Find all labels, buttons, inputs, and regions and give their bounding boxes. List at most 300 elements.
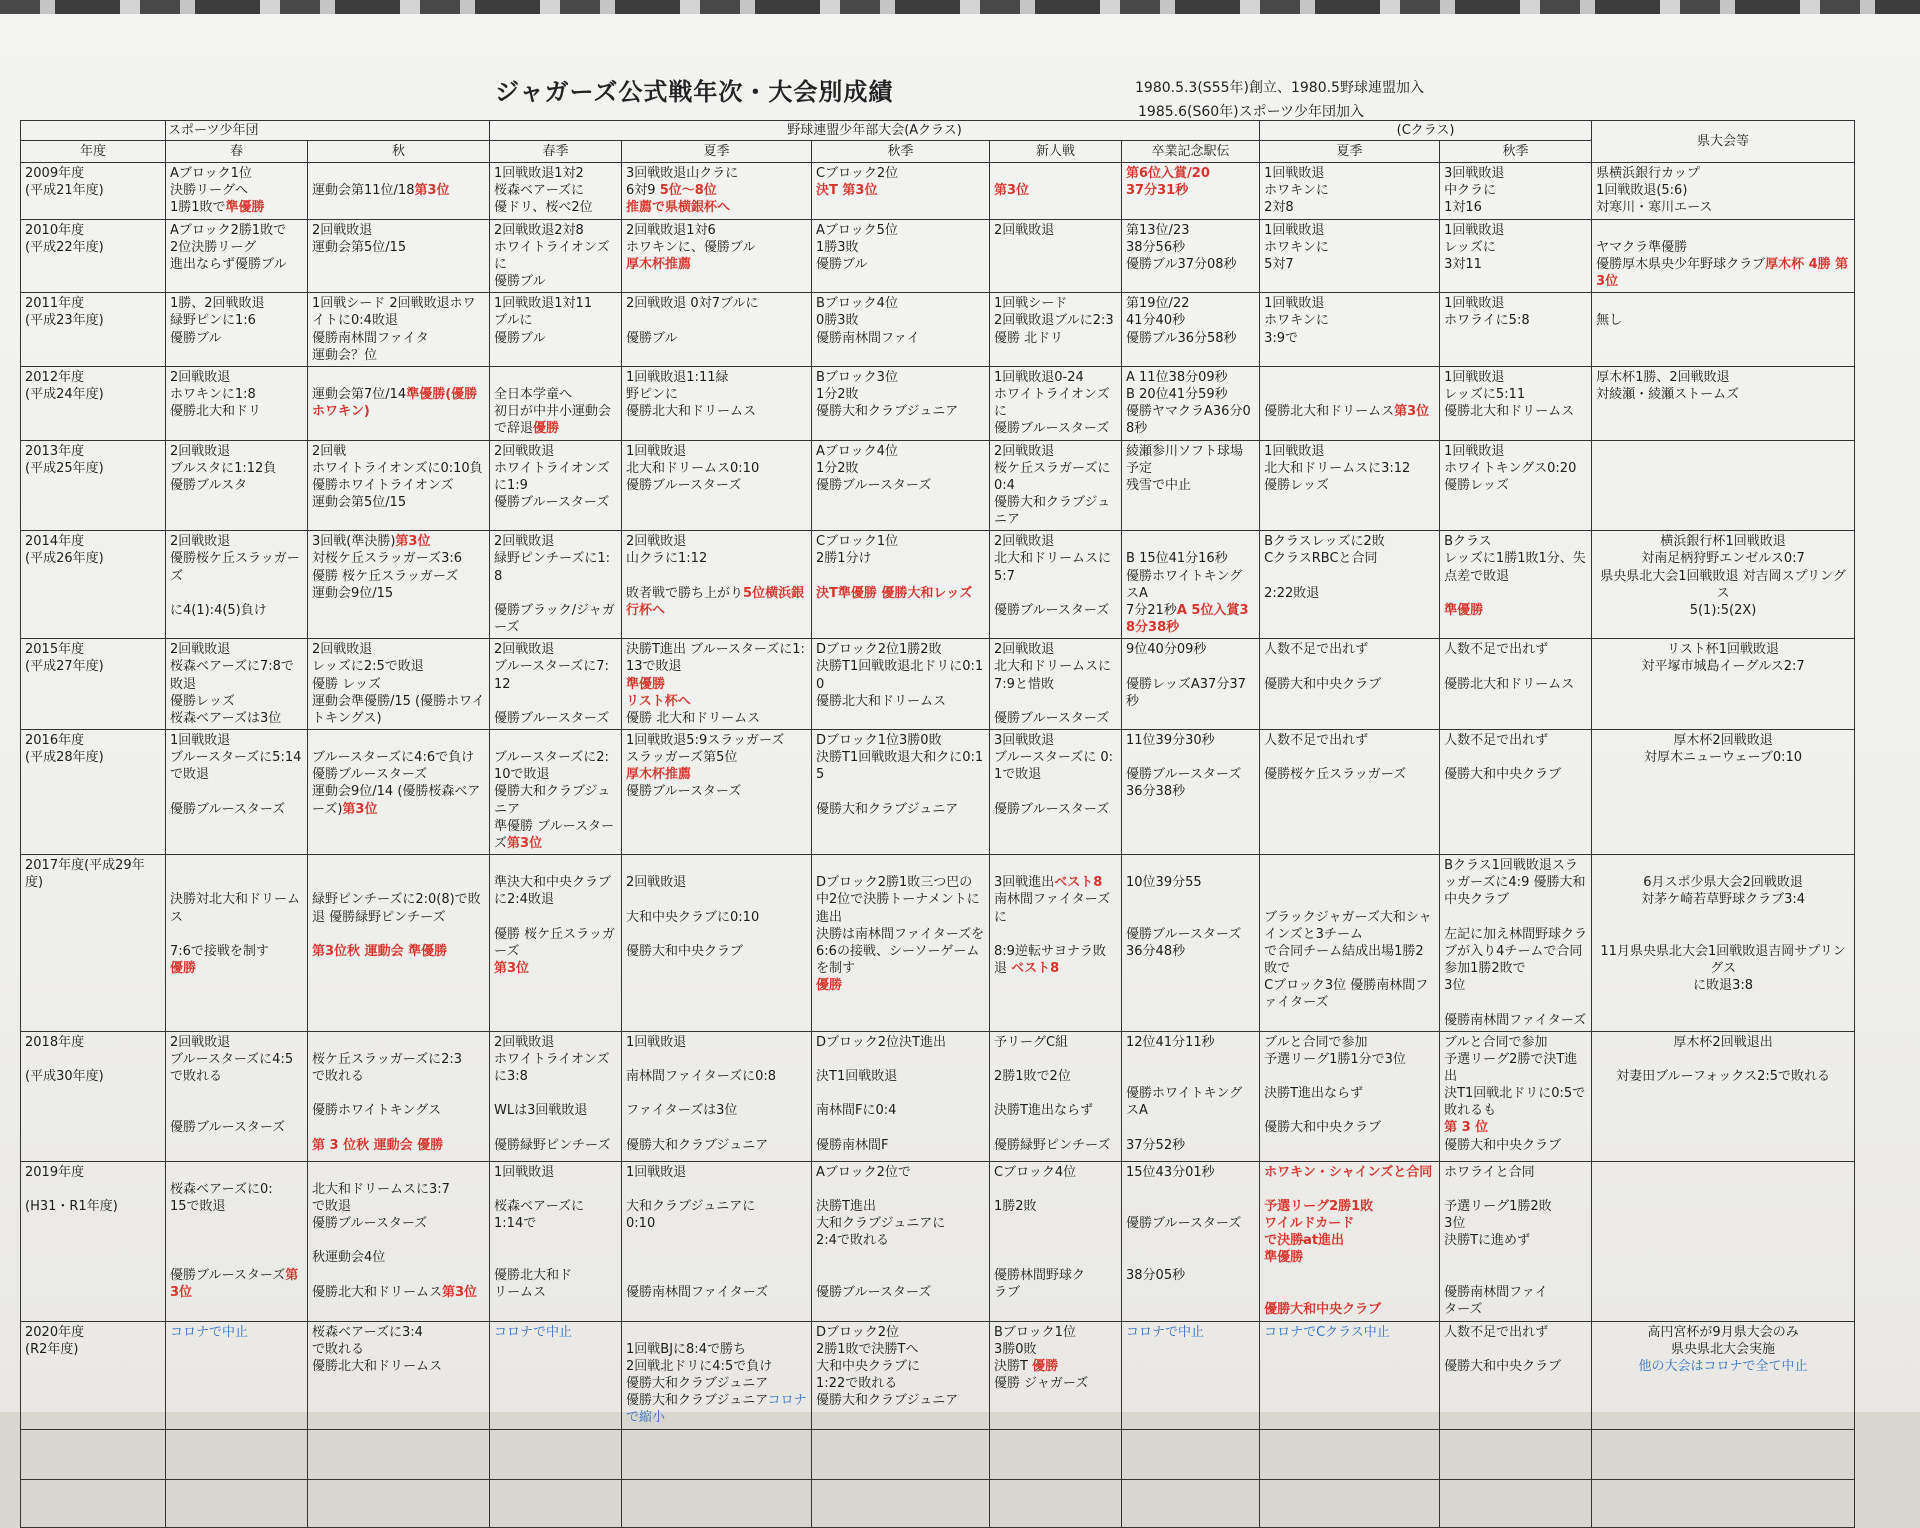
highlight-text: 第3位 (414, 183, 450, 199)
result-cell (166, 366, 308, 440)
result-cell (490, 440, 622, 531)
result-text: 2回戦敗退 ホワキンに1:8 優勝北大和ドリ (170, 369, 262, 420)
empty-cell (1122, 1479, 1260, 1527)
result-text: Bクラス1回戦敗退スラッガーズに4:9 優勝大和中央クラブ 左記に加え林間野球クラブが入り4チームで合同参加1勝2敗で 3位 優勝南林間ファイターズ (1444, 858, 1588, 1028)
covid-note: コロナで中止 (1126, 1324, 1205, 1340)
result-text: ヤマクラ準優勝 優勝厚木県央少年野球クラブ (1596, 239, 1766, 272)
result-text: 桜森ベアーズに0: 15で敗退 優勝ブルースターズ (170, 1181, 286, 1283)
result-text: 運動会第7位/14 (312, 387, 407, 403)
highlight-text: A 5位入賞38分38秒 (1126, 602, 1249, 636)
result-cell (1122, 293, 1260, 367)
highlight-text: 決T 第3位 (816, 183, 878, 199)
highlight-text: 優勝 (170, 961, 197, 977)
results-table (20, 120, 1855, 1528)
result-text: 1回戦敗退1:11緑 野ピンに 優勝北大和ドリームス (626, 369, 757, 420)
result-text: 2回戦 ホワイトライオンズに0:10負 優勝ホワイトライオンズ 運動会第5位/15 (312, 443, 483, 510)
header-c-shuki: 秋季 (1440, 141, 1592, 163)
year-cell: 2012年度 (平成24年度) (21, 366, 166, 440)
highlight-text: 準優勝(優勝ホワキン) (312, 387, 478, 420)
result-text: 綾瀬参川ソフト球場予定 残雪で中止 (1126, 443, 1244, 493)
year-row (21, 531, 1855, 639)
header-year: 年度 (21, 141, 166, 163)
result-cell (490, 366, 622, 440)
result-cell (1260, 1161, 1440, 1321)
empty-cell (1260, 1429, 1440, 1479)
result-cell (990, 440, 1122, 531)
result-text: 3回戦敗退 ブルースターズに 0:1で敗退 優勝ブルースターズ (994, 733, 1113, 817)
result-text: Bブロック4位 0勝3敗 優勝南林間ファイ (816, 296, 920, 346)
result-cell (308, 440, 490, 531)
result-text: 第13位/23 38分56秒 優勝ブル37分08秒 (1126, 222, 1237, 272)
highlight-text: 秋 運動会 準優勝 (347, 943, 448, 959)
result-text: 厚木杯2回戦敗退 対厚木ニューウェーブ0:10 (1644, 733, 1803, 766)
result-cell (308, 293, 490, 367)
result-cell (166, 219, 308, 293)
result-text: ブルースターズに2:10で敗退 優勝大和クラブジュニア 準優勝 ブルースターズ (494, 750, 614, 851)
year-cell: 2016年度 (平成28年度) (21, 730, 166, 855)
result-cell (990, 1031, 1122, 1161)
highlight-text: 第3位 (1394, 404, 1430, 420)
result-text: リスト杯1回戦敗退 対平塚市城島イーグルス2:7 (1641, 642, 1805, 675)
result-text: 2回戦敗退 レッズに2:5で敗退 優勝 レッズ 運動会準優勝/15 (優勝ホワイトキングス) (312, 642, 485, 726)
header-shuki: 秋季 (812, 141, 990, 163)
result-cell (990, 531, 1122, 639)
highlight-text: 優勝 (816, 978, 843, 994)
result-text: 決勝T進出 ブルースターズに1:13で敗退 (626, 642, 805, 675)
result-text: 優勝北大和ドリームス (1264, 404, 1395, 420)
result-cell (1592, 163, 1855, 219)
result-text: 桜ケ丘スラッガーズに2:3 で敗れる 優勝ホワイトキングス (312, 1051, 463, 1119)
header-aki: 秋 (308, 141, 490, 163)
year-row (21, 219, 1855, 293)
result-cell (990, 1161, 1122, 1321)
result-text: 県横浜銀行カップ 1回戦敗退(5:6) 対寒川・寒川エース (1596, 166, 1713, 216)
result-cell (308, 1161, 490, 1321)
result-text: 2回戦敗退 (994, 222, 1055, 238)
highlight-text: 準優勝 (225, 200, 265, 216)
result-cell (1440, 531, 1592, 639)
result-text: 2回戦敗退2対8 ホワイトライオンズに 優勝ブル (494, 222, 610, 290)
result-cell (308, 219, 490, 293)
result-cell (1440, 730, 1592, 855)
result-cell (490, 531, 622, 639)
result-cell (1260, 163, 1440, 219)
result-text: 決勝対北大和ドリームス 7:6で接戦を制す (170, 892, 301, 959)
result-cell (490, 1031, 622, 1161)
result-text: Dブロック2勝1敗三つ巴の中2位で決勝トーナメントに進出 決勝は南林間ファイターズを6:6の接戦、シーソーゲームを制す (816, 875, 985, 977)
empty-cell (166, 1429, 308, 1479)
highlight-text: 第3位 (395, 534, 431, 550)
result-cell (1592, 366, 1855, 440)
result-text: Dブロック1位3勝0敗 決勝T1回戦敗退大和クに0:15 優勝大和クラブジュニア (816, 733, 984, 817)
result-text: Cブロック2位 (816, 166, 899, 182)
year-row (21, 440, 1855, 531)
year-row (21, 1321, 1855, 1429)
result-cell (812, 366, 990, 440)
result-cell (490, 730, 622, 855)
result-cell (166, 1321, 308, 1429)
result-cell (622, 1321, 812, 1429)
result-cell (990, 639, 1122, 730)
result-cell (1260, 1321, 1440, 1429)
result-text: 2回戦敗退 0対7ブルに 優勝ブル (626, 296, 759, 346)
result-text: Dブロック2位1勝2敗 決勝T1回戦敗退北ドリに0:10 優勝北大和ドリームス (816, 642, 984, 709)
result-text: Cブロック4位 1勝2敗 優勝林間野球ク ラブ (994, 1164, 1086, 1300)
membership-note: 1985.6(S60年)スポーツ少年団加入 (1138, 104, 1365, 120)
result-cell (622, 1031, 812, 1161)
result-cell (1122, 855, 1260, 1032)
result-cell (490, 639, 622, 730)
result-text: Aブロック5位 1勝3敗 優勝ブル (816, 222, 898, 272)
result-cell (308, 855, 490, 1032)
result-text: 2回戦敗退 北大和ドリームスに7:9と惜敗 優勝ブルースターズ (994, 642, 1112, 726)
result-cell (990, 855, 1122, 1032)
result-cell (622, 531, 812, 639)
result-cell (622, 366, 812, 440)
result-text: 1回戦敗退 ブルースターズに5:14で敗退 優勝ブルースターズ (170, 733, 302, 817)
empty-cell (166, 1479, 308, 1527)
header-sotsugyo: 卒業記念駅伝 (1122, 141, 1260, 163)
year-cell: 2009年度 (平成21年度) (21, 163, 166, 219)
highlight-text: 厚木杯 4勝 第3位 (1596, 256, 1849, 290)
result-text: 2回戦敗退 緑野ピンチーズに1:8 優勝ブラック/ジャガーズ (494, 534, 615, 636)
result-text: 2回戦敗退1対6 ホワキンに、優勝ブル (626, 222, 756, 255)
result-cell (166, 730, 308, 855)
result-text: 15位43分01秒 優勝ブルースターズ 38分05秒 (1126, 1164, 1242, 1283)
top-edge-strip (0, 0, 1920, 14)
result-cell (1122, 1321, 1260, 1429)
highlight-text: リスト杯へ (626, 693, 691, 709)
result-cell (1592, 639, 1855, 730)
result-cell (1440, 1321, 1592, 1429)
result-cell (166, 639, 308, 730)
empty-cell (1592, 1479, 1855, 1527)
result-cell (1260, 730, 1440, 855)
result-text: 3回戦(準決勝) (312, 534, 396, 550)
header-c-kaki: 夏季 (1260, 141, 1440, 163)
result-text: 無し (1596, 313, 1623, 329)
result-text: 厚木杯2回戦退出 対妻田ブルーフォックス2:5で敗れる (1616, 1034, 1831, 1084)
result-text: Aブロック1位 決勝リーグへ 1勝1敗で (170, 166, 252, 216)
result-text: 人数不足で出れず 優勝大和中央クラブ (1444, 1324, 1562, 1374)
header-kaki: 夏季 (622, 141, 812, 163)
result-text: 2回戦敗退 山クラに1:12 敗者戦で勝ち上がり (626, 534, 744, 601)
result-cell (166, 293, 308, 367)
result-cell (1260, 219, 1440, 293)
result-cell (990, 163, 1122, 219)
result-text: 1回戦シード 2回戦敗退ブルに2:3 優勝 北ドリ (994, 296, 1114, 346)
result-cell (1122, 163, 1260, 219)
result-cell (1592, 855, 1855, 1032)
result-text: 人数不足で出れず 優勝大和中央クラブ (1264, 642, 1382, 692)
result-cell (622, 163, 812, 219)
result-cell (1260, 1031, 1440, 1161)
result-text: 1回戦敗退0-24 ホワイトライオンズに 優勝ブルースターズ (994, 369, 1110, 437)
result-text: 南林間ファイターズに 8:9逆転サヨナラ敗退 (994, 892, 1111, 977)
result-text: Cブロック1位 2勝1分け (816, 534, 899, 567)
covid-note: 他の大会はコロナで全て中止 (1638, 1358, 1808, 1374)
result-cell (1440, 366, 1592, 440)
result-text: A 11位38分09秒 B 20位41分59秒 優勝ヤマクラA36分08秒 (1126, 369, 1251, 437)
result-cell (1122, 440, 1260, 531)
year-cell: 2018年度 (平成30年度) (21, 1031, 166, 1161)
result-text: 2回戦敗退 運動会第5位/15 (312, 222, 407, 255)
result-cell (812, 1031, 990, 1161)
highlight-text: 第3位 (312, 943, 348, 959)
empty-row (21, 1429, 1855, 1479)
covid-note: コロナで縮小 (626, 1393, 807, 1426)
result-text: 10位39分55 優勝ブルースターズ 36分48秒 (1126, 875, 1242, 959)
result-cell (166, 440, 308, 531)
year-cell: 2019年度 (H31・R1年度) (21, 1161, 166, 1321)
result-cell (812, 440, 990, 531)
result-text: 1回戦BJに8:4で勝ち 2回戦北ドリに4:5で負け 優勝大和クラブジュニア 優勝大和クラブジュニア (626, 1341, 773, 1409)
result-cell (812, 163, 990, 219)
highlight-text: 準優勝 (626, 676, 666, 692)
result-cell (490, 293, 622, 367)
result-text: B 15位41分16秒 優勝ホワイトキングスA 7分21秒 (1126, 551, 1243, 618)
result-text: 1回戦敗退1対2 桜森ベアーズに 優ドリ、桜ベ2位 (494, 166, 593, 216)
result-text: 1回戦敗退 ホワライに5:8 (1444, 296, 1530, 329)
highlight-text: ベスト8 (1011, 961, 1060, 977)
highlight-text: 第3位 (442, 1284, 478, 1300)
empty-cell (812, 1429, 990, 1479)
result-text: 優勝 ジャガーズ (994, 1376, 1089, 1392)
empty-cell (308, 1479, 490, 1527)
result-cell (812, 219, 990, 293)
year-row (21, 366, 1855, 440)
result-cell (1260, 293, 1440, 367)
result-text: Aブロック2勝1敗で 2位決勝リーグ 進出ならず優勝ブル (170, 222, 287, 272)
result-text: 3回戦進出 (994, 875, 1055, 891)
empty-cell (622, 1479, 812, 1527)
result-cell (1592, 531, 1855, 639)
result-cell (308, 730, 490, 855)
result-text: 厚木杯1勝、2回戦敗退 対綾瀬・綾瀬ストームズ (1596, 369, 1740, 403)
year-row (21, 855, 1855, 1032)
empty-cell (990, 1479, 1122, 1527)
result-cell (1122, 1031, 1260, 1161)
year-row (21, 1031, 1855, 1161)
result-cell (990, 730, 1122, 855)
result-cell (1122, 366, 1260, 440)
highlight-text: ホワキン・シャインズと合同 予選リーグ2勝1敗 ワイルドカード で決勝a̶t進出 準優勝 優勝大和中央クラブ (1264, 1164, 1433, 1317)
highlight-text: 第3位 (507, 835, 543, 851)
empty-cell (490, 1429, 622, 1479)
result-cell (622, 855, 812, 1032)
result-cell (1122, 730, 1260, 855)
year-row (21, 639, 1855, 730)
result-cell (308, 163, 490, 219)
result-text: Bクラス レッズに1勝1敗1分、失点差で敗退 (1444, 534, 1586, 584)
result-cell (1440, 163, 1592, 219)
result-text: 2回戦敗退 ブルースターズに4:5で敗れる 優勝ブルースターズ (170, 1034, 294, 1136)
founding-note: 1980.5.3(S55年)創立、1980.5野球連盟加入 (1135, 80, 1424, 96)
group-sports: スポーツ少年団 (166, 121, 490, 141)
result-text: 1回戦敗退 ホワキンに 2対8 (1264, 166, 1329, 216)
empty-cell (1122, 1429, 1260, 1479)
empty-cell (1440, 1429, 1592, 1479)
highlight-text: 優勝 (1032, 1358, 1059, 1374)
year-cell: 2020年度 (R2年度) (21, 1321, 166, 1429)
result-cell (622, 1161, 812, 1321)
result-text: 2回戦敗退 大和中央クラブに0:10 優勝大和中央クラブ (626, 875, 760, 959)
result-cell (490, 1321, 622, 1429)
highlight-text: ベスト8 (1054, 875, 1103, 891)
empty-cell (622, 1429, 812, 1479)
result-text: Dブロック2位決T進出 決T1回戦敗退 南林間Fに0:4 優勝南林間F (816, 1034, 946, 1153)
empty-cell (812, 1479, 990, 1527)
result-cell (1592, 293, 1855, 367)
highlight-text: 第3位 (342, 801, 378, 817)
header-haru: 春 (166, 141, 308, 163)
result-text: 2回戦敗退 ホワイトライオンズ に3:8 WLは3回戦敗退 優勝緑野ピンチーズ (494, 1034, 611, 1153)
result-cell (1260, 440, 1440, 531)
header-shunki: 春季 (490, 141, 622, 163)
result-text: ブラックジャガーズ大和シャインズと3チーム で合同チーム結成出場1勝2敗で Cブロック3位 優勝南林間ファイターズ (1264, 909, 1432, 1011)
result-text: 1回戦敗退 レッズに5:11 優勝北大和ドリームス (1444, 369, 1575, 420)
result-text: Bクラスレッズに2敗 CクラスRBCと合同 2:22敗退 (1264, 534, 1385, 601)
result-text: 1勝、2回戦敗退 緑野ピンに1:6 優勝ブル (170, 296, 265, 346)
empty-cell (990, 1429, 1122, 1479)
empty-cell (490, 1479, 622, 1527)
highlight-text: 第6位入賞/20 37分31秒 (1126, 166, 1210, 199)
result-cell (622, 730, 812, 855)
result-text: Bブロック3位 1分2敗 優勝大和クラブジュニア (816, 369, 959, 420)
highlight-text: 厚木杯推薦 (626, 256, 692, 272)
result-text: 6月スポ少県大会2回戦敗退 対茅ケ崎若草野球クラブ3:4 11月県央県北大会1回戦敗退吉岡サプリングス に敗退3:8 (1600, 875, 1846, 994)
empty-cell (21, 1429, 166, 1479)
result-cell (308, 531, 490, 639)
result-cell (622, 440, 812, 531)
year-row (21, 163, 1855, 219)
result-text: 1回戦敗退 ホワイトキングス0:20 優勝レッズ (1444, 443, 1577, 493)
corner-cell (21, 121, 166, 141)
year-cell: 2015年度 (平成27年度) (21, 639, 166, 730)
group-renmei-a: 野球連盟少年部大会(Aクラス) (490, 121, 1260, 141)
result-cell (990, 366, 1122, 440)
result-text: 1回戦シード 2回戦敗退ホワイトに0:4敗退 優勝南林間ファイタ 運動会？位 (312, 296, 476, 363)
result-cell (308, 639, 490, 730)
empty-cell (1592, 1429, 1855, 1479)
year-cell: 2017年度(平成29年度) (21, 855, 166, 1032)
result-text: 2回戦敗退 優勝桜ケ丘スラッガーズ に4(1):4(5)負け (170, 534, 300, 618)
empty-cell (308, 1429, 490, 1479)
year-cell: 2013年度 (平成25年度) (21, 440, 166, 531)
result-text: 2回戦敗退 ブルスタに1:12負 優勝ブルスタ (170, 443, 277, 493)
result-text: 緑野ピンチーズに2:0(8)で敗退 優勝緑野ピンチーズ (312, 892, 481, 925)
result-text: 1回戦敗退 南林間ファイターズに0:8 ファイターズは3位 優勝大和クラブジュニア (626, 1034, 777, 1153)
year-row (21, 730, 1855, 855)
result-cell (1122, 639, 1260, 730)
result-cell (490, 219, 622, 293)
highlight-text: 第 3 位 (312, 1137, 357, 1153)
result-text: 優勝 北大和ドリームス (626, 710, 761, 726)
result-text: 1回戦敗退 大和クラブジュニアに 0:10 優勝南林間ファイターズ (626, 1164, 769, 1300)
result-cell (990, 219, 1122, 293)
result-cell (990, 1321, 1122, 1429)
result-cell (166, 163, 308, 219)
result-cell (812, 531, 990, 639)
empty-cell (21, 1479, 166, 1527)
year-cell: 2011年度 (平成23年度) (21, 293, 166, 367)
result-text: 北大和ドリームスに3:7 で敗退 優勝ブルースターズ 秋運動会4位 優勝北大和ドリームス (312, 1181, 450, 1300)
result-cell (1592, 1321, 1855, 1429)
result-cell (1440, 855, 1592, 1032)
result-text: 9位40分09秒 優勝レッズA37分37秒 (1126, 642, 1246, 709)
result-text: 準決大和中央クラブに2:4敗退 優勝 桜ケ丘スラッガーズ (494, 875, 615, 959)
result-text: Aブロック2位で 決勝T進出 大和クラブジュニアに 2:4で敗れる 優勝ブルースターズ (816, 1164, 946, 1300)
result-text: 2回戦敗退 ホワイトライオンズに1:9 優勝ブルースターズ (494, 443, 610, 510)
result-cell (490, 1161, 622, 1321)
result-cell (1122, 219, 1260, 293)
result-text: 1回戦敗退 ホワキンに 3:9で (1264, 296, 1329, 346)
result-text: 1回戦敗退 北大和ドリームス0:10 優勝ブルースターズ (626, 443, 760, 493)
result-text: Aブロック4位 1分2敗 優勝ブルースターズ (816, 443, 932, 493)
result-text: ブルと合同で参加 予選リーグ1勝1分で3位 決勝T進出ならず 優勝大和中央クラブ (1264, 1034, 1406, 1136)
highlight-text: 厚木杯推薦 (626, 767, 692, 783)
result-text: 1回戦敗退 北大和ドリームスに3:12 優勝レッズ (1264, 443, 1411, 493)
result-cell (308, 366, 490, 440)
result-cell (1440, 440, 1592, 531)
result-text: 高円宮杯が9月県大会のみ 県央県北大会実施 (1647, 1324, 1799, 1357)
highlight-text: 5位～8位 推薦で県横銀杯へ (626, 183, 731, 216)
result-cell (166, 1031, 308, 1161)
result-cell (1122, 1161, 1260, 1321)
result-text: 優勝大和中央クラブ (1444, 1137, 1562, 1153)
result-text: 桜森ベアーズに3:4 で敗れる 優勝北大和ドリームス (312, 1324, 443, 1374)
results-body (21, 163, 1855, 1527)
result-cell (1440, 1161, 1592, 1321)
result-text: Dブロック2位 2勝1敗で決勝Tへ 大和中央クラブに 1:22で敗れる 優勝大和クラブジュニア (816, 1324, 959, 1409)
covid-note: コロナでCクラス中止 (1264, 1324, 1390, 1340)
result-text: 全日本学童へ 初日が中井小運動会で辞退 (494, 387, 612, 437)
result-cell (1440, 639, 1592, 730)
result-text: 人数不足で出れず 優勝北大和ドリームス (1444, 642, 1575, 692)
result-text: 3回戦敗退 中クラに 1対16 (1444, 166, 1505, 216)
highlight-text: 第3位 (170, 1267, 299, 1300)
result-cell (812, 639, 990, 730)
result-cell (490, 855, 622, 1032)
result-text: 対桜ケ丘スラッガーズ3:6 優勝 桜ケ丘スラッガーズ 運動会9位/15 (312, 551, 463, 601)
result-text: 11位39分30秒 優勝ブルースターズ 36分38秒 (1126, 733, 1242, 800)
highlight-text: 準優勝 (1444, 602, 1484, 618)
year-row (21, 1161, 1855, 1321)
empty-row (21, 1479, 1855, 1527)
result-cell (490, 163, 622, 219)
empty-cell (1260, 1479, 1440, 1527)
result-text: 横浜銀行杯1回戦敗退 対南足柄狩野エンゼルス0:7 県央県北大会1回戦敗退 対吉岡スプリングス 5(1):5(2X) (1600, 534, 1846, 618)
result-text: 人数不足で出れず 優勝大和中央クラブ (1444, 733, 1562, 783)
result-cell (1260, 366, 1440, 440)
empty-cell (1440, 1479, 1592, 1527)
result-cell (1440, 1031, 1592, 1161)
year-row (21, 293, 1855, 367)
result-cell (1592, 1031, 1855, 1161)
highlight-text: 第3位 (494, 961, 530, 977)
result-text: 2回戦敗退 桜ケ丘スラガーズに0:4 優勝大和クラブジュニア (994, 443, 1111, 528)
result-cell (1440, 293, 1592, 367)
result-cell (1440, 219, 1592, 293)
result-text: ブルースターズに4:6で負け 優勝ブルースターズ 運動会9位/14 (優勝桜森ベアーズ) (312, 750, 481, 817)
result-cell (1260, 639, 1440, 730)
result-text: Bブロック1位 3勝0敗 決勝T (994, 1324, 1076, 1374)
result-text: 12位41分11秒 優勝ホワイトキングスA 37分52秒 (1126, 1034, 1243, 1153)
result-cell (622, 219, 812, 293)
year-cell: 2014年度 (平成26年度) (21, 531, 166, 639)
result-cell (308, 1321, 490, 1429)
result-cell (166, 531, 308, 639)
